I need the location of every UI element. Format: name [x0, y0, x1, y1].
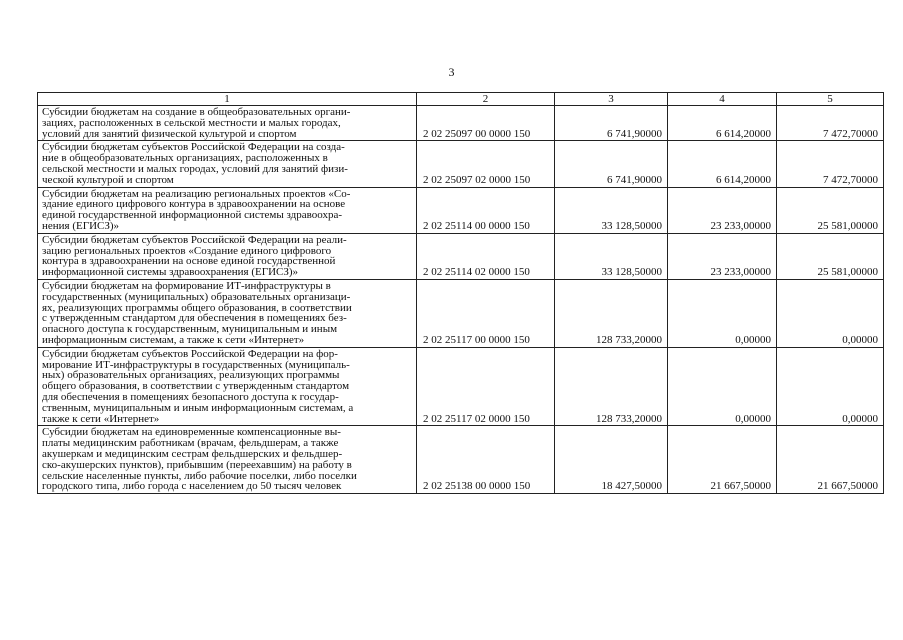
page-number: 3	[448, 65, 455, 79]
table-row	[38, 347, 884, 426]
budget-code-cell: 2 02 25117 00 0000 150	[417, 279, 555, 347]
amount-col5-cell: 21 667,50000	[777, 426, 884, 494]
amount-col3-cell: 18 427,50000	[555, 426, 668, 494]
column-header-1: 1	[38, 93, 417, 106]
subsidy-name-line: городского типа, либо города с населением до 50 тысяч человек	[42, 480, 342, 493]
table-row	[38, 187, 884, 233]
subsidy-name-line: Субсидии бюджетам на создание в общеобразовательных органи-	[42, 106, 351, 118]
subsidy-name-line: с утвержденным стандартом для обеспечения в помещениях без-	[42, 312, 347, 325]
subsidy-name-line: условий для занятий физической культурой и спортом	[42, 127, 297, 140]
table-header	[38, 93, 884, 106]
amount-col4-cell: 0,00000	[668, 279, 777, 347]
subsidy-name-line: ско-акушерских пунктов), прибывшим (переехавшим) на работу в	[42, 458, 352, 471]
amount-col3-cell: 33 128,50000	[555, 233, 668, 279]
subsidy-name-line: Субсидии бюджетам на единовременные компенсационные вы-	[42, 426, 341, 439]
budget-code-cell: 2 02 25114 00 0000 150	[417, 187, 555, 233]
subsidy-name-line: ных) образовательных организациях, реализующих программы	[42, 369, 340, 382]
header-row	[38, 93, 884, 106]
subsidy-name-line: здание единого цифрового контура в здравоохранении на основе	[42, 198, 346, 211]
amount-col5-cell: 7 472,70000	[777, 106, 884, 141]
column-header-4: 4	[668, 93, 777, 106]
column-header-2: 2	[417, 93, 555, 106]
column-header-3: 3	[555, 93, 668, 106]
subsidy-name-line: общего образования, в соответствии с утвержденным стандартом	[42, 380, 350, 393]
budget-code-cell: 2 02 25097 00 0000 150	[417, 106, 555, 141]
subsidy-name-line: информационным системам, а также к сети «Интернет»	[42, 333, 305, 346]
subsidy-name-line: Субсидии бюджетам на реализацию региональных проектов «Со-	[42, 187, 351, 200]
subsidy-name-line: ях, реализующих программы общего образования, в соответствии	[42, 301, 352, 314]
subsidy-name-line: зациях, расположенных в сельской местности и малых городах,	[42, 116, 341, 129]
subsidy-name-line: также к сети «Интернет»	[42, 412, 160, 425]
subsidy-name-line: Субсидии бюджетам субъектов Российской Федерации на созда-	[42, 141, 345, 154]
table-row	[38, 426, 884, 494]
subsidy-name-line: информационной системы здравоохранения (ЕГИСЗ)»	[42, 266, 299, 279]
subsidy-name-line: контура в здравоохранении на основе единой государственной	[42, 255, 336, 268]
subsidy-name-cell	[38, 279, 417, 347]
amount-col4-cell: 0,00000	[668, 347, 777, 426]
subsidy-name-line: ственным, муниципальным и иным информационным системам, а	[42, 401, 354, 414]
subsidy-name-cell	[38, 347, 417, 426]
amount-col3-cell: 6 741,90000	[555, 106, 668, 141]
subsidy-name-line: зацию региональных проектов «Создание единого цифрового	[42, 244, 332, 257]
amount-col4-cell: 23 233,00000	[668, 233, 777, 279]
subsidy-name-line: государственных (муниципальных) образовательных организаци-	[42, 290, 351, 303]
table-row	[38, 141, 884, 187]
budget-table	[37, 92, 884, 494]
subsidy-name-line: Субсидии бюджетам на формирование ИТ-инфраструктуры в	[42, 279, 331, 292]
amount-col5-cell: 0,00000	[777, 279, 884, 347]
table-body	[38, 106, 884, 494]
amount-col5-cell: 0,00000	[777, 347, 884, 426]
amount-col4-cell: 6 614,20000	[668, 106, 777, 141]
subsidy-name-line: опасного доступа к государственным, муниципальным и иным	[42, 323, 338, 336]
amount-col4-cell: 6 614,20000	[668, 141, 777, 187]
subsidy-name-line: мирование ИТ-инфраструктуры в государственных (муниципаль-	[42, 358, 350, 371]
subsidy-name-line: ческой культурой и спортом	[42, 173, 174, 186]
amount-col3-cell: 33 128,50000	[555, 187, 668, 233]
subsidy-name-cell	[38, 187, 417, 233]
amount-col5-cell: 25 581,00000	[777, 187, 884, 233]
amount-col4-cell: 21 667,50000	[668, 426, 777, 494]
amount-col3-cell: 128 733,20000	[555, 279, 668, 347]
subsidy-name-line: сельские населенные пункты, либо рабочие поселки, либо поселки	[42, 469, 357, 482]
subsidy-name-cell	[38, 233, 417, 279]
amount-col5-cell: 25 581,00000	[777, 233, 884, 279]
amount-col3-cell: 6 741,90000	[555, 141, 668, 187]
subsidy-name-cell	[38, 426, 417, 494]
budget-code-cell: 2 02 25117 02 0000 150	[417, 347, 555, 426]
subsidy-name-line: сельской местности и малых городах, условий для занятий физи-	[42, 162, 348, 175]
budget-code-cell: 2 02 25097 02 0000 150	[417, 141, 555, 187]
amount-col3-cell: 128 733,20000	[555, 347, 668, 426]
table-row	[38, 279, 884, 347]
subsidy-name-line: единой государственной информационной системы здравоохра-	[42, 209, 343, 222]
subsidy-name-line: ние в общеобразовательных организациях, расположенных в	[42, 152, 328, 165]
subsidy-name-line: для обеспечения в помещениях безопасного доступа к государ-	[42, 390, 339, 403]
budget-code-cell: 2 02 25138 00 0000 150	[417, 426, 555, 494]
subsidy-name-line: платы медицинским работникам (врачам, фельдшерам, а также	[42, 437, 339, 450]
subsidy-name-cell	[38, 106, 417, 141]
budget-code-cell: 2 02 25114 02 0000 150	[417, 233, 555, 279]
subsidy-name-line: Субсидии бюджетам субъектов Российской Федерации на реали-	[42, 233, 347, 246]
column-header-5: 5	[777, 93, 884, 106]
amount-col5-cell: 7 472,70000	[777, 141, 884, 187]
table-row	[38, 233, 884, 279]
subsidy-name-cell	[38, 141, 417, 187]
subsidy-name-line: Субсидии бюджетам субъектов Российской Федерации на фор-	[42, 347, 338, 360]
subsidy-name-line: акушеркам и медицинским сестрам фельдшерских и фельдшер-	[42, 447, 343, 460]
subsidy-name-line: нения (ЕГИСЗ)»	[42, 219, 120, 232]
amount-col4-cell: 23 233,00000	[668, 187, 777, 233]
table-row	[38, 106, 884, 141]
